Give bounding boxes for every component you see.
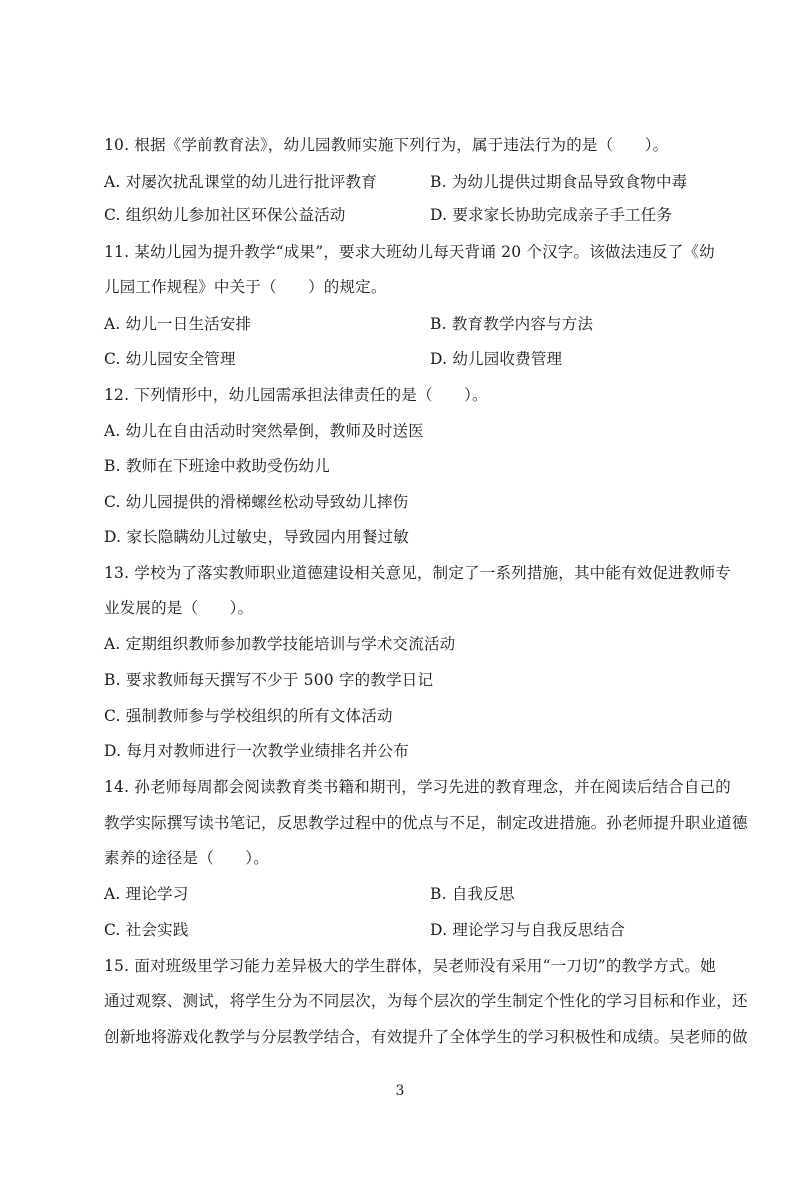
question-11-option-d: D. 幼儿园收费管理 [430,350,563,368]
question-12-option-d: D. 家长隐瞒幼儿过敏史，导致园内用餐过敏 [104,528,409,546]
question-13-stem-line-2: 业发展的是（ ）。 [104,599,254,617]
question-13-option-a: A. 定期组织教师参加教学技能培训与学术交流活动 [104,635,456,653]
question-11-option-a: A. 幼儿一日生活安排 [104,315,252,333]
question-14-stem-line-1: 14. 孙老师每周都会阅读教育类书籍和期刊，学习先进的教育理念，并在阅读后结合自己的 [104,778,731,796]
question-11-stem-line-1: 11. 某幼儿园为提升教学“成果”，要求大班幼儿每天背诵 20 个汉字。该做法违反了《幼 [104,243,715,261]
question-12-option-c: C. 幼儿园提供的滑梯螺丝松动导致幼儿摔伤 [104,493,409,511]
question-14-option-b: B. 自我反思 [430,885,515,903]
question-11-option-b: B. 教育教学内容与方法 [430,315,594,333]
question-14-stem-line-2: 教学实际撰写读书笔记，反思教学过程中的优点与不足，制定改进措施。孙老师提升职业道德 [104,814,748,832]
question-12-option-b: B. 教师在下班途中救助受伤幼儿 [104,457,330,475]
question-10-option-d: D. 要求家长协助完成亲子手工任务 [430,206,673,224]
question-10-option-a: A. 对屡次扰乱课堂的幼儿进行批评教育 [104,173,377,191]
question-13-option-d: D. 每月对教师进行一次教学业绩排名并公布 [104,742,409,760]
question-10-option-b: B. 为幼儿提供过期食品导致食物中毒 [430,173,688,191]
question-12-stem-line-1: 12. 下列情形中，幼儿园需承担法律责任的是（ ）。 [104,386,488,404]
question-12-option-a: A. 幼儿在自由活动时突然晕倒，教师及时送医 [104,422,424,440]
page-number: 3 [395,1083,405,1099]
question-15-stem-line-2: 通过观察、测试，将学生分为不同层次，为每个层次的学生制定个性化的学习目标和作业，还 [104,992,748,1010]
question-14-option-d: D. 理论学习与自我反思结合 [430,921,626,939]
question-14-option-c: C. 社会实践 [104,921,189,939]
question-13-stem-line-1: 13. 学校为了落实教师职业道德建设相关意见，制定了一系列措施，其中能有效促进教师专 [104,564,731,582]
question-15-stem-line-1: 15. 面对班级里学习能力差异极大的学生群体，吴老师没有采用“一刀切”的教学方式。她 [104,957,716,975]
question-14-stem-line-3: 素养的途径是（ ）。 [104,849,269,867]
question-15-stem-line-3: 创新地将游戏化教学与分层教学结合，有效提升了全体学生的学习积极性和成绩。吴老师的做 [104,1028,748,1046]
question-11-stem-line-2: 儿园工作规程》中关于（ ）的规定。 [104,278,387,296]
question-11-option-c: C. 幼儿园安全管理 [104,350,236,368]
question-13-option-c: C. 强制教师参与学校组织的所有文体活动 [104,707,393,725]
question-10-option-c: C. 组织幼儿参加社区环保公益活动 [104,206,346,224]
question-10-stem-line-1: 10. 根据《学前教育法》，幼儿园教师实施下列行为，属于违法行为的是（ ）。 [104,136,669,154]
question-14-option-a: A. 理论学习 [104,885,189,903]
question-13-option-b: B. 要求教师每天撰写不少于 500 字的教学日记 [104,671,434,689]
